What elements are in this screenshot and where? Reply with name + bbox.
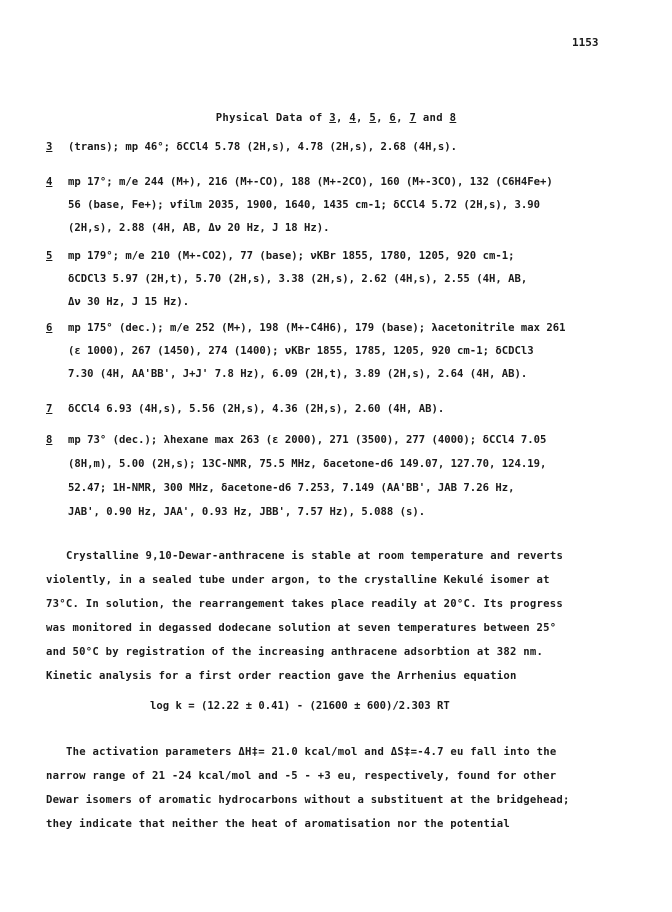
paragraph-line: was monitored in degassed dodecane solution at seven temperatures between 25°	[46, 622, 557, 634]
entry-line: JAB', 0.90 Hz, JAA', 0.93 Hz, JBB', 7.57 Hz), 5.088 (s).	[68, 506, 426, 518]
paragraph-line: narrow range of 21 -24 kcal/mol and -5 - +3 eu, respectively, found for other	[46, 770, 557, 782]
paragraph-line: 73°C. In solution, the rearrangement takes place readily at 20°C. Its progress	[46, 598, 563, 610]
entry-line: (ε 1000), 267 (1450), 274 (1400); νKBr 1855, 1785, 1205, 920 cm-1; δCDCl3	[68, 345, 534, 357]
entry-line: (2H,s), 2.88 (4H, AB, Δν 20 Hz, J 18 Hz).	[68, 222, 330, 234]
entry-line: 52.47; 1H-NMR, 300 MHz, δacetone-d6 7.253, 7.149 (AA'BB', JAB 7.26 Hz,	[68, 482, 515, 494]
section-heading: Physical Data of 3, 4, 5, 6, 7 and 8	[215, 112, 457, 124]
compound-number: 6	[46, 322, 53, 334]
entry-line: 7.30 (4H, AA'BB', J+J' 7.8 Hz), 6.09 (2H,t), 3.89 (2H,s), 2.64 (4H, AB).	[68, 368, 528, 380]
heading-compound: 7	[409, 112, 417, 124]
compound-number: 3	[46, 141, 53, 153]
entry-line: 56 (base, Fe+); νfilm 2035, 1900, 1640, 1435 cm-1; δCCl4 5.72 (2H,s), 3.90	[68, 199, 540, 211]
paragraph-line: and 50°C by registration of the increasing anthracene adsorbtion at 382 nm.	[46, 646, 544, 658]
heading-compound: 8	[449, 112, 457, 124]
entry-line: Δν 30 Hz, J 15 Hz).	[68, 296, 190, 308]
compound-number: 4	[46, 176, 53, 188]
compound-number: 7	[46, 403, 53, 415]
entry-line: mp 73° (dec.); λhexane max 263 (ε 2000), 271 (3500), 277 (4000); δCCl4 7.05	[68, 434, 547, 446]
compound-number: 8	[46, 434, 53, 446]
heading-compound: 6	[389, 112, 397, 124]
entry-line: (8H,m), 5.00 (2H,s); 13C-NMR, 75.5 MHz, δacetone-d6 149.07, 127.70, 124.19,	[68, 458, 547, 470]
compound-number: 5	[46, 250, 53, 262]
arrhenius-equation: log k = (12.22 ± 0.41) - (21600 ± 600)/2.303 RT	[150, 700, 450, 712]
heading-compound: 5	[369, 112, 377, 124]
paragraph-line: Crystalline 9,10-Dewar-anthracene is stable at room temperature and reverts	[66, 550, 564, 562]
entry-line: (trans); mp 46°; δCCl4 5.78 (2H,s), 4.78 (2H,s), 2.68 (4H,s).	[68, 141, 458, 153]
paragraph-line: The activation parameters ΔH‡= 21.0 kcal/mol and ΔS‡=-4.7 eu fall into the	[66, 746, 557, 758]
paragraph-line: they indicate that neither the heat of aromatisation nor the potential	[46, 818, 510, 830]
heading-compound: 3	[329, 112, 336, 124]
entry-line: mp 179°; m/e 210 (M+-CO2), 77 (base); νKBr 1855, 1780, 1205, 920 cm-1;	[68, 250, 515, 262]
heading-and: and	[422, 112, 443, 124]
paragraph-line: violently, in a sealed tube under argon, to the crystalline Kekulé isomer at	[46, 574, 550, 586]
heading-compound: 4	[349, 112, 357, 124]
entry-line: mp 17°; m/e 244 (M+), 216 (M+-CO), 188 (M+-2CO), 160 (M+-3CO), 132 (C6H4Fe+)	[68, 176, 553, 188]
entry-line: mp 175° (dec.); m/e 252 (M+), 198 (M+-C4H6), 179 (base); λacetonitrile max 261	[68, 322, 566, 334]
page-number: 1153	[572, 36, 599, 49]
entry-line: δCDCl3 5.97 (2H,t), 5.70 (2H,s), 3.38 (2H,s), 2.62 (4H,s), 2.55 (4H, AB,	[68, 273, 528, 285]
entry-line: δCCl4 6.93 (4H,s), 5.56 (2H,s), 4.36 (2H,s), 2.60 (4H, AB).	[68, 403, 445, 415]
heading-prefix: Physical Data of	[215, 112, 323, 124]
paragraph-line: Kinetic analysis for a first order reaction gave the Arrhenius equation	[46, 670, 517, 682]
paragraph-line: Dewar isomers of aromatic hydrocarbons without a substituent at the bridgehead;	[46, 794, 570, 806]
